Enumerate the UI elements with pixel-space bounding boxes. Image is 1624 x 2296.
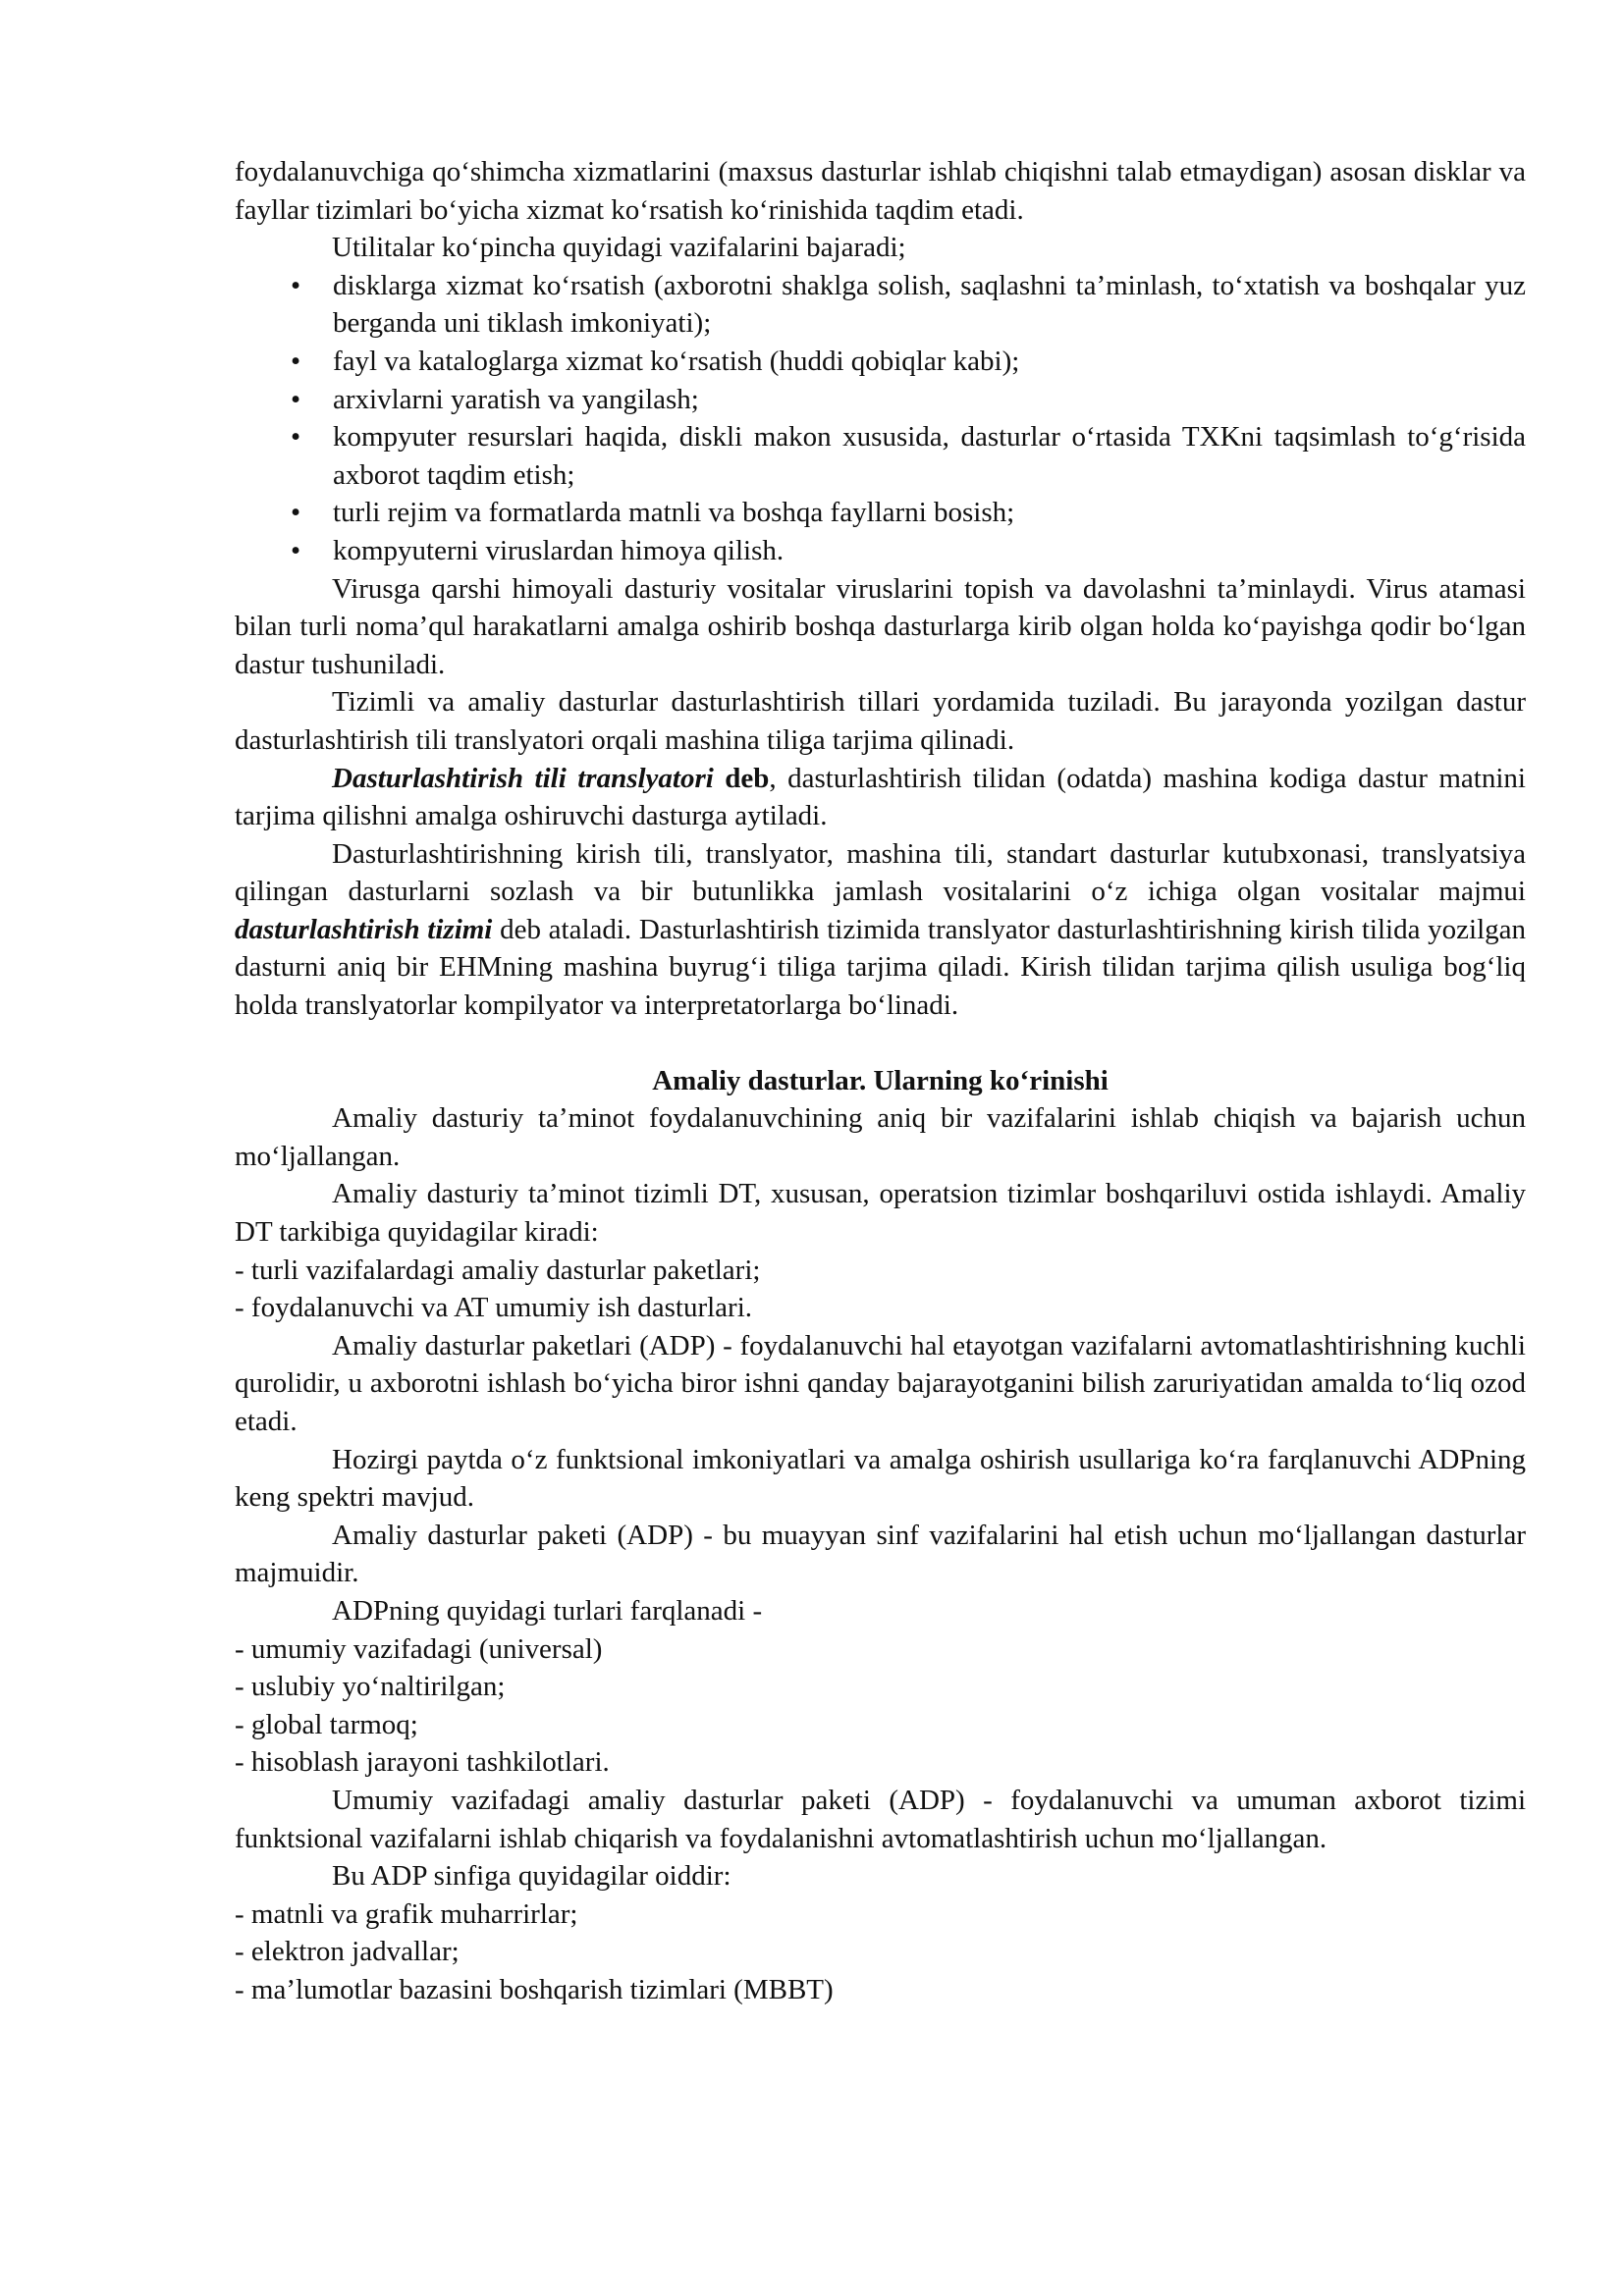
paragraph-umumiy-adp: Umumiy vazifadagi amaliy dasturlar paketi (ADP) - foydalanuvchi va umuman axborot tizimi funktsional vazifalarni ishlab chiqarish va foydalanishni avtomatlashtirish uchun mo‘ljallangan. — [235, 1784, 1526, 1854]
paragraph-translyator: Dasturlashtirish tili translyatori deb, dasturlashtirish tilidan (odatda) mashina kodiga dastur matnini tarjima qilishni amalga oshiruvchi dasturga aytiladi. — [235, 762, 1526, 832]
utility-task-list — [235, 267, 1526, 570]
list-item: • turli rejim va formatlarda matnli va boshqa fayllarni bosish; — [333, 494, 1526, 532]
paragraph-tizimli: Tizimli va amaliy dasturlar dasturlashtirish tillari yordamida tuziladi. Bu jarayonda yozilgan dastur dasturlashtirish tili translyatori orqali mashina tiliga tarjima qilinadi. — [235, 686, 1526, 756]
paragraph-adp-sinfi: Bu ADP sinfiga quyidagilar oiddir: — [332, 1860, 731, 1893]
paragraph-amaliy-1: Amaliy dasturiy ta’minot foydalanuvchining aniq bir vazifalarini ishlab chiqish va bajarish uchun mo‘ljallangan. — [235, 1102, 1526, 1172]
bullet-icon: • — [291, 534, 301, 566]
term-dasturlashtirish-tizimi: dasturlashtirish tizimi — [235, 913, 493, 945]
paragraph-utilitalar: Utilitalar ko‘pincha quyidagi vazifalarini bajaradi; — [332, 232, 906, 264]
dash-list-item: - foydalanuvchi va AT umumiy ish dasturlari. — [235, 1292, 753, 1324]
paragraph-adp-1: Amaliy dasturlar paketlari (ADP) - foydalanuvchi hal etayotgan vazifalarni avtomatlashtirishning kuchli qurolidir, u axborotni ishlash bo‘yicha biror ishni qanday bajarayotganini bilish zaruriyatidan amalda to‘liq ozod etadi. — [235, 1329, 1526, 1437]
paragraph-dasturlashtirish-tizimi: Dasturlashtirishning kirish tili, translyator, mashina tili, standart dasturlar kutubxonasi, translyatsiya qilingan dasturlarni sozlash va bir butunlikka jamlash vositalarini o‘z ichiga olgan vositalar majmui dasturlashtirish tizimi deb ataladi. Dasturlashtirish tizimida translyator dasturlashtirishning kirish tilida yozilgan dasturni aniq bir EHMning mashina buyrug‘i tiliga tarjima qiladi. Kirish tilidan tarjima qilish usuliga bog‘liq holda translyatorlar kompilyator va interpretatorlarga bo‘linadi. — [235, 837, 1526, 1022]
paragraph-amaliy-2: Amaliy dasturiy ta’minot tizimli DT, xususan, operatsion tizimlar boshqariluvi ostida ishlaydi. Amaliy DT tarkibiga quyidagilar kiradi: — [235, 1178, 1526, 1249]
bullet-icon: • — [291, 345, 301, 377]
paragraph-intro: foydalanuvchiga qo‘shimcha xizmatlarini (maxsus dasturlar ishlab chiqishni talab etmaydigan) asosan disklar va fayllar tizimlari bo‘yicha xizmat ko‘rsatish ko‘rinishida taqdim etadi. — [235, 156, 1526, 226]
dash-list-item: - hisoblash jarayoni tashkilotlari. — [235, 1746, 610, 1779]
dash-list-item: - umumiy vazifadagi (universal) — [235, 1632, 603, 1665]
term-deb: deb — [713, 762, 770, 794]
document-page — [235, 153, 1526, 2009]
dash-list-item: - ma’lumotlar bazasini boshqarish tizimlari (MBBT) — [235, 1973, 834, 2005]
bullet-icon: • — [291, 421, 301, 454]
dash-list-item: - uslubiy yo‘naltirilgan; — [235, 1671, 506, 1703]
dash-list-item: - elektron jadvallar; — [235, 1936, 460, 1968]
list-item: • kompyuterni viruslardan himoya qilish. — [333, 532, 1526, 570]
paragraph-adp-turlari: ADPning quyidagi turlari farqlanadi - — [332, 1594, 763, 1627]
list-item: • fayl va kataloglarga xizmat ko‘rsatish (huddi qobiqlar kabi); — [333, 343, 1526, 381]
section-heading: Amaliy dasturlar. Ularning ko‘rinishi — [652, 1064, 1109, 1096]
dash-list-item: - matnli va grafik muharrirlar; — [235, 1897, 578, 1930]
list-item: • disklarga xizmat ko‘rsatish (axborotni shaklga solish, saqlashni ta’minlash, to‘xtatish va boshqalar yuz berganda uni tiklash imkoniyati); — [333, 267, 1526, 343]
bullet-icon: • — [291, 497, 301, 529]
paragraph-adp-2: Amaliy dasturlar paketi (ADP) - bu muayyan sinf vazifalarini hal etish uchun mo‘ljallangan dasturlar majmuidir. — [235, 1519, 1526, 1589]
paragraph-hozirgi: Hozirgi paytda o‘z funktsional imkoniyatlari va amalga oshirish usullariga ko‘ra farqlanuvchi ADPning keng spektri mavjud. — [235, 1443, 1526, 1514]
list-item: • kompyuter resurslari haqida, diskli makon xususida, dasturlar o‘rtasida TXKni taqsimlash to‘g‘risida axborot taqdim etish; — [333, 418, 1526, 494]
list-item: • arxivlarni yaratish va yangilash; — [333, 381, 1526, 419]
dash-list-item: - turli vazifalardagi amaliy dasturlar paketlari; — [235, 1254, 761, 1286]
paragraph-virus: Virusga qarshi himoyali dasturiy vositalar viruslarini topish va davolashni ta’minlaydi. Virus atamasi bilan turli noma’qul harakatlarni amalga oshirib boshqa dasturlarga kirib olgan holda ko‘payishga qodir bo‘lgan dastur tushuniladi. — [235, 572, 1526, 680]
bullet-icon: • — [291, 383, 301, 415]
bullet-icon: • — [291, 269, 301, 301]
dash-list-item: - global tarmoq; — [235, 1708, 418, 1740]
spacer — [235, 1025, 1526, 1062]
term-translyator: Dasturlashtirish tili translyatori — [332, 762, 714, 794]
